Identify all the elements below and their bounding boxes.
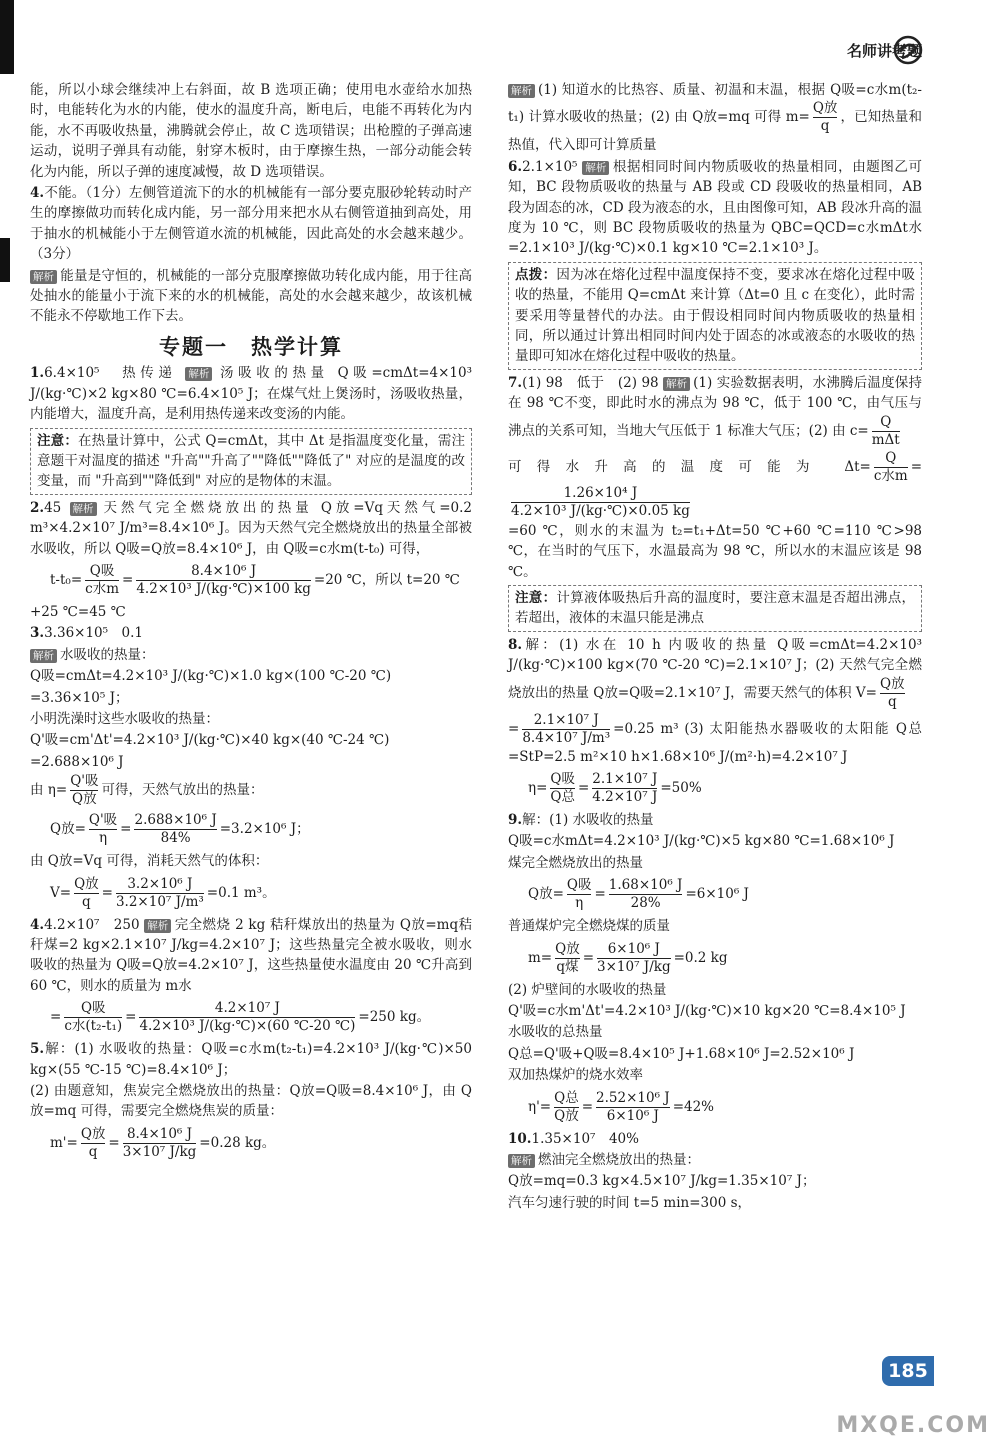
answer-item: 1.6.4×10⁵ 热传递 解析 汤吸收的热量 Q吸=cmΔt=4×10³ J/(kg·℃)×2 kg×80 ℃=6.4×10⁵ J；在煤气灶上煲汤时，汤吸收热量，内能增大，温度升高，是利用热传递来改变汤的内能。	[30, 365, 473, 423]
answer-item: 7.(1) 98 低于 (2) 98 解析 (1) 实验数据表明，水沸腾后温度保持在 98 ℃不变，即此时水的沸点为 98 ℃，低于 100 ℃，由气压与沸点的关系可知，当地大气压低于 1 标准大气压；(2) 由 c= $\frac{Q}{\text{mΔt}}$	[508, 374, 923, 448]
tip-box: 点拨：因为冰在熔化过程中温度保持不变，要求冰在熔化过程中吸收的热量，不能用 Q=cmΔt 来计算（Δt=0 且 c 在变化），此时需要采用等量替代的办法。由于假设相同时间内物质吸收的热量相同，所以通过计算出相同时间内处于固态的冰或液态的水吸收的热量即可知冰在熔化过程中吸收的热量。	[508, 262, 922, 370]
equation-line: Q吸=c水mΔt=4.2×10³ J/(kg·℃)×5 kg×80 ℃=1.68×10⁶ J	[508, 833, 895, 850]
answer-item: 8.解：(1) 水在 10 h 内吸收的热量 Q吸=cmΔt=4.2×10³ J/(kg·℃)×100 kg×(70 ℃-20 ℃)=2.1×10⁷ J；(2) 天然气完全燃烧放出的热量 Q放=Q吸=2.1×10⁷ J，需要天然气的体积 V= $\frac{\text{Q放}}{q}$	[508, 636, 922, 710]
equation-line: Q放=mq=0.3 kg×4.5×10⁷ J/kg=1.35×10⁷ J；	[508, 1173, 816, 1190]
equation-line: Q总=Q'吸+Q吸=8.4×10⁵ J+1.68×10⁶ J=2.52×10⁶ J	[508, 1045, 855, 1062]
paragraph: 煤完全燃烧放出的热量	[508, 854, 643, 871]
paragraph: 汽车匀速行驶的时间 t=5 min=300 s，	[508, 1194, 752, 1211]
paragraph: +25 ℃=45 ℃	[30, 603, 126, 620]
note-box: 注意：在热量计算中，公式 Q=cmΔt，其中 Δt 是指温度变化量，需注意题干对温度的描述 "升高""升高了""降低""降低了" 对应的是温度的改变量，而 "升高到""降低到" 对应的是物体的末温。	[30, 428, 472, 495]
equation: t-t₀= $\frac{\text{Q吸}}{\text{c水m}}$ = $\frac{\text{8.4×10⁶ J}}{\text{4.2×10³ J/(kg·℃)×100 kg}}$ =20 ℃，所以 t=20 ℃	[50, 562, 460, 597]
equation-line: =2.688×10⁶ J	[30, 753, 124, 770]
watermark: MXQE.COM	[836, 1413, 990, 1438]
paragraph: 双加热煤炉的烧水效率	[508, 1067, 643, 1084]
equation: η'= $\frac{\text{Q总}}{\text{Q放}}$ = $\frac{\text{2.52×10⁶ J}}{\text{6×10⁶ J}}$ =42%	[528, 1089, 715, 1124]
paragraph: 水吸收的总热量	[508, 1024, 603, 1041]
equation-line: 可得水升高的温度可能为 Δt= $\frac{Q}{\text{c水m}}$ = $\frac{\text{1.26×10⁴ J}}{\text{4.2×10³ J/(kg·℃)×0.05 kg}}$	[508, 449, 922, 519]
answer-item: 2.45 解析 天然气完全燃烧放出的热量 Q放=Vq天然气=0.2 m³×4.2×10⁷ J/m³=8.4×10⁶ J。因为天然气完全燃烧放出的热量全部被水吸收，所以 Q吸=Q放=8.4×10⁶ J，由 Q吸=c水m(t-t₀) 可得，	[30, 499, 473, 557]
paragraph: (2) 由题意知，焦炭完全燃烧放出的热量：Q放=Q吸=8.4×10⁶ J，由 Q放=mq 可得，需要完全燃烧焦炭的质量：	[30, 1083, 472, 1120]
answer-item: 3.3.36×10⁵ 0.1	[30, 625, 144, 642]
paragraph: 小明洗澡时这些水吸收的热量：	[30, 710, 219, 727]
answer-item: 4.不能。（1分）左侧管道流下的水的机械能有一部分要克服砂轮转动时产生的摩擦做功而转化成内能，另一部分用来把水从右侧管道抽到高处，用于抽水的机械能小于左侧管道水流的机械能，因此高处的水会越来越少。（3分）	[30, 185, 472, 263]
equation: Q放= $\frac{\text{Q'吸}}{\eta}$ = $\frac{\text{2.688×10⁶ J}}{84\%}$ =3.2×10⁶ J；	[50, 812, 310, 847]
paragraph: 由 η= $\frac{\text{Q'吸}}{\text{Q放}}$ 可得，天然气放出的热量：	[30, 773, 264, 808]
paragraph: 普通煤炉完全燃烧煤的质量	[508, 918, 670, 935]
equation: V= $\frac{\text{Q放}}{q}$ = $\frac{\text{3.2×10⁶ J}}{\text{3.2×10⁷ J/m³}}$ =0.1 m³。	[50, 875, 276, 910]
analysis-tag: 解析	[30, 270, 57, 284]
equation: m= $\frac{\text{Q放}}{\text{q煤}}$ = $\frac{\text{6×10⁶ J}}{\text{3×10⁷ J/kg}}$ =0.2 kg	[528, 940, 728, 975]
paragraph: 由 Q放=Vq 可得，消耗天然气的体积：	[30, 853, 269, 870]
equation-line: Q吸=cmΔt=4.2×10³ J/(kg·℃)×1.0 kg×(100 ℃-20 ℃)	[30, 668, 392, 685]
left-column	[30, 80, 472, 1165]
section-title: 专题一 热学计算	[159, 333, 343, 359]
paragraph: =60 ℃，则水的末温为 t₂=t₁+Δt=50 ℃+60 ℃=110 ℃>98 ℃，在当时的气压下，水温最高为 98 ℃，所以水的末温应该是 98 ℃。	[508, 522, 922, 580]
right-column	[508, 80, 922, 1214]
equation-line: =3.36×10⁵ J；	[30, 689, 129, 706]
answer-item: 5.解：(1) 水吸收的热量：Q吸=c水m(t₂-t₁)=4.2×10³ J/(kg·℃)×50 kg×(55 ℃-15 ℃)=8.4×10⁶ J；	[30, 1041, 472, 1078]
analysis-block: 解析 水吸收的热量：	[30, 645, 472, 665]
equation: = $\frac{\text{Q吸}}{\text{c水(t₂-t₁)}}$ = $\frac{\text{4.2×10⁷ J}}{\text{4.2×10³ J/(kg·℃)×(60 ℃-20 ℃)}}$ =250 kg。	[50, 1000, 431, 1035]
analysis-block: 解析 燃油完全燃烧放出的热量：	[508, 1150, 922, 1170]
analysis-block: 解析 能量是守恒的，机械能的一部分克服摩擦做功转化成内能，用于往高处抽水的能量小于流下来的水的机械能，高处的水会越来越少，故该机械不能永不停歇地工作下去。	[30, 267, 472, 325]
paragraph: (2) 炉壁间的水吸收的热量	[508, 981, 667, 998]
equation-line: Q'吸=cm'Δt'=4.2×10³ J/(kg·℃)×40 kg×(40 ℃-24 ℃)	[30, 732, 390, 749]
answer-item: 10.1.35×10⁷ 40%	[508, 1130, 639, 1147]
note-box: 注意：计算液体吸热后升高的温度时，要注意末温是否超出沸点，若超出，液体的末温只能是沸点	[508, 585, 922, 632]
analysis-block: 解析 (1) 知道水的比热容、质量、初温和末温，根据 Q吸=c水m(t₂-t₁) 计算水吸收的热量；(2) 由 Q放=mq 可得 m= $\frac{\text{Q放}}{q}$ ，已知热量和热值，代入即可计算质量	[508, 82, 922, 154]
equation: Q放= $\frac{\text{Q吸}}{\eta}$ = $\frac{\text{1.68×10⁶ J}}{28\%}$ =6×10⁶ J	[528, 877, 749, 912]
answer-item: 9.解：(1) 水吸收的热量	[508, 811, 654, 828]
equation: m'= $\frac{\text{Q放}}{q}$ = $\frac{\text{8.4×10⁶ J}}{\text{3×10⁷ J/kg}}$ =0.28 kg。	[50, 1125, 276, 1160]
answer-item: 6.2.1×10⁵ 解析 根据相同时间内物质吸收的热量相同，由题图乙可知，BC 段物质吸收的热量与 AB 段或 CD 段吸收的热量相同，AB 段为固态的冰，CD 段为液态的水，且由图像可知，AB 段冰升高的温度为 10 ℃，则 BC 段物质吸收的热量为 QBC=QCD=c水mΔt水=2.1×10³ J/(kg·℃)×0.1 kg×10 ℃=2.1×10³ J。	[508, 158, 923, 257]
side-tab-mark	[0, 238, 10, 282]
book-spine-mark	[0, 0, 14, 74]
paragraph: 能，所以小球会继续冲上右斜面，故 B 选项正确；使用电水壶给水加热时，电能转化为水的内能，使水的温度升高，断电后，电能不再转化为内能，水不再吸收热量，沸腾就会停止，故 C 选项错误；出枪膛的子弹高速运动，说明子弹具有动能，射穿木板时，由于摩擦生热，一部分动能会转化为内能，所以子弹的速度减慢，故 D 选项错误。	[30, 82, 472, 180]
answer-item: 4.4.2×10⁷ 250 解析 完全燃烧 2 kg 秸秆煤放出的热量为 Q放=mq秸秆煤=2 kg×2.1×10⁷ J/kg=4.2×10⁷ J；这些热量完全被水吸收，则水吸收的热量为 Q吸=Q放=4.2×10⁷ J，这些热量使水温度由 20 ℃升高到 60 ℃，则水的质量为 m水	[30, 916, 472, 994]
logo-icon	[892, 34, 924, 66]
page-header-title: 名师讲考题	[846, 42, 922, 60]
equation: η= $\frac{\text{Q吸}}{\text{Q总}}$ = $\frac{\text{2.1×10⁷ J}}{\text{4.2×10⁷ J}}$ =50%	[528, 770, 702, 805]
equation-line: Q'吸=c水m'Δt'=4.2×10³ J/(kg·℃)×10 kg×20 ℃=8.4×10⁵ J	[508, 1002, 906, 1019]
equation-line: = $\frac{\text{2.1×10⁷ J}}{\text{8.4×10⁷ J/m³}}$ =0.25 m³ (3) 太阳能热水器吸收的太阳能 Q总=StP=2.5 m²×10 h×1.68×10⁶ J/(m²·h)=4.2×10⁷ J	[508, 711, 922, 765]
page-number: 185	[882, 1356, 934, 1386]
